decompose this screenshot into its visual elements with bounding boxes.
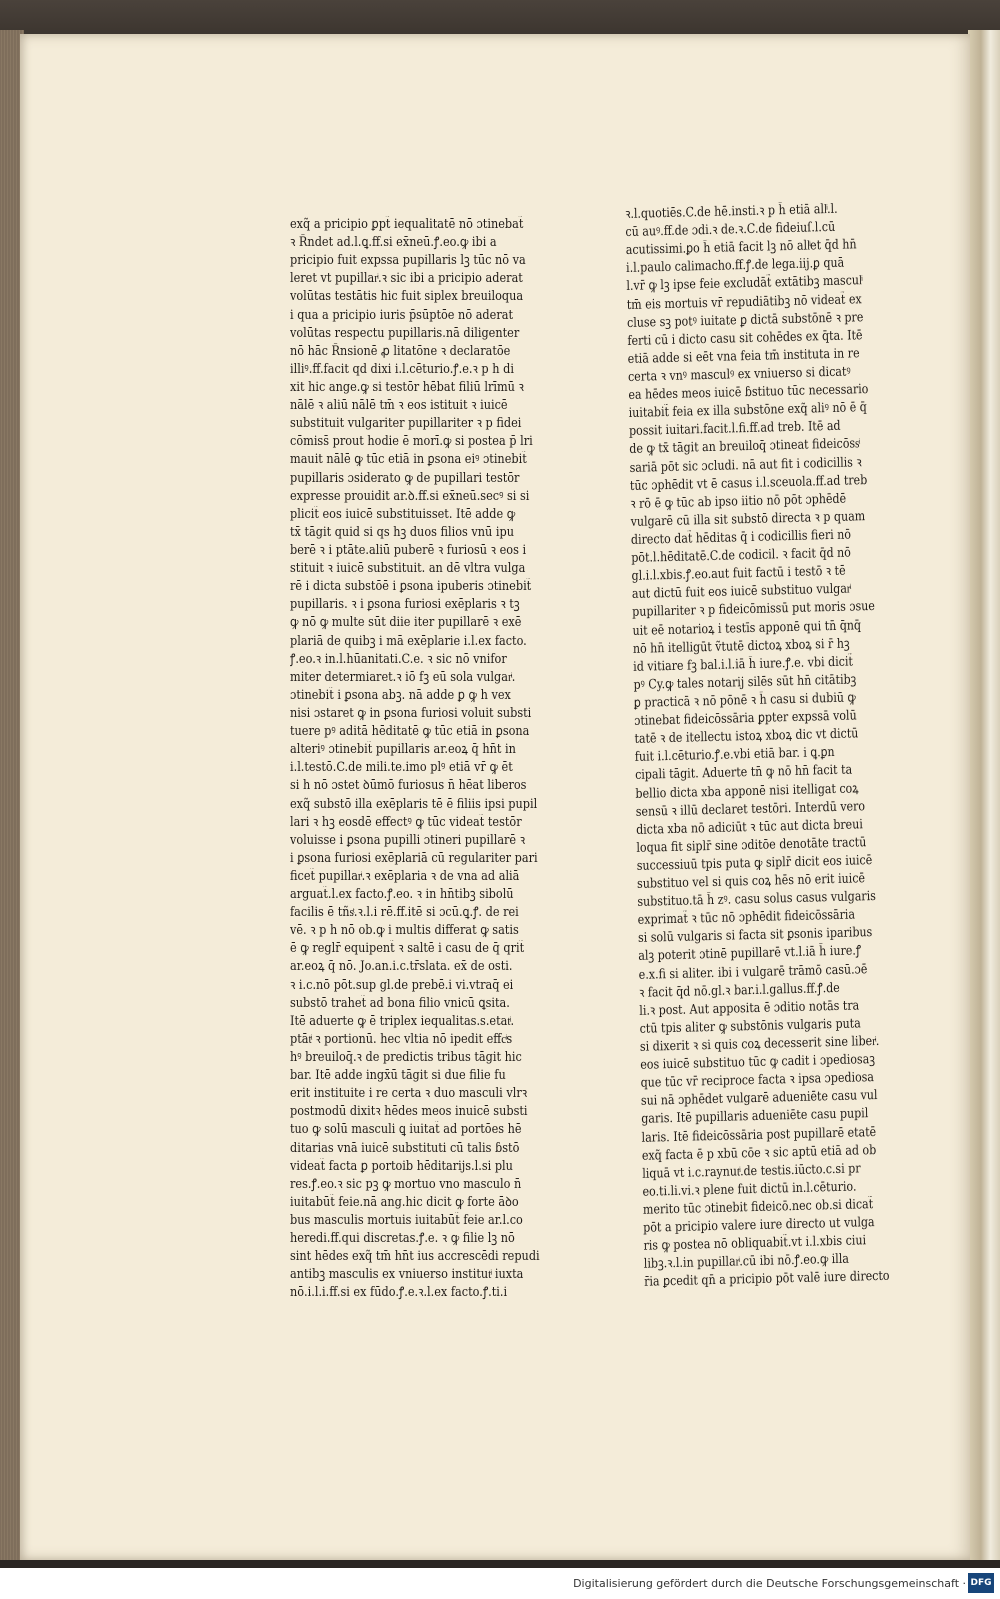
- text-line: leret vt pupillarͥ.ꝛ sic ibi a pricipio aderat: [290, 271, 523, 287]
- text-line: ea hēdes meos iuicē ɓstituo tūc necessario: [628, 382, 869, 404]
- text-line: eos iuicē substituo tūc ꝙ cadit i ɔpediosaꝫ: [640, 1052, 876, 1073]
- text-line: substituo.tā h̄ zꝰ. casu solus casus vulgaris: [637, 889, 876, 911]
- text-line: hꝰ breuiloq̄.ꝛ de predictis tribus tāgit hic: [290, 1050, 522, 1066]
- right-text-column: [625, 200, 889, 1292]
- text-line: ris ꝙ postea nō obliquabit̃.vt i.l.xbis ciui: [643, 1233, 867, 1255]
- text-line: dicta xba nō adiciūt ꝛ tūc aut dicta breui: [635, 817, 863, 838]
- text-line: successiuū tpis puta ꝙ siplr̄ dicit eos iuicē: [636, 852, 873, 874]
- text-line: pricipio fuit expssa pupillaris lꝫ tūc nō va: [290, 253, 526, 269]
- text-line: merito tūc ɔtinebit fideicō.nec ob.si dicat̃: [642, 1197, 874, 1218]
- text-line: vulgarē cū illa sit substō directa ꝛ p quam: [630, 509, 866, 530]
- text-line: etiā adde si eēt vna feia tm̄ instituta in re: [627, 346, 860, 367]
- text-line: ꝛ i.c.nō pōt.sup gl.de prebē.i vi.vtraq̄ ei: [290, 977, 514, 993]
- text-line: alteriꝰ ɔtinebit̃ pupillaris ar.eoꝝ q̄ hn̄t in: [290, 742, 516, 758]
- text-line: gl.i.l.xbis.ꝭ.eo.aut fuit factū i testō ꝛ tē: [631, 563, 846, 585]
- text-line: que tūc vr̄ reciproce facta ꝛ ipsa ɔpediosa: [640, 1070, 875, 1092]
- dfg-logo: DFG: [968, 1573, 994, 1593]
- text-line: pōt.l.hēditatē.C.de codicil. ꝛ facit q̄d nō: [631, 545, 852, 566]
- text-line: plariā de quibꝫ i mā exēplarie i.l.ex facto.: [290, 633, 527, 649]
- text-line: res.ꝭ.eo.ꝛ sic pꝫ ꝙ mortuo vno masculo n̄: [290, 1176, 522, 1192]
- text-line: rē i dicta substōē i ꝑsona ipuberis ɔtinebit̃: [290, 579, 532, 595]
- text-line: sensū ꝛ illū declaret testōri. Interdū vero: [635, 798, 866, 820]
- text-line: stituit ꝛ iuicē substituit. an dē vltra vulga: [290, 561, 526, 577]
- text-line: exq̃ a pricipio ꝑpt̃ iequalitatē nō ɔtinebat̃: [290, 217, 524, 232]
- text-line: miter determiaret.ꝛ iō fꝫ eū sola vulgarͥ.: [290, 669, 516, 685]
- text-line: ꝑ practicā ꝛ nō pōnē ꝛ h̄ casu si dubiū ꝙ: [633, 690, 856, 711]
- text-line: xit hic ange.ꝙ si testōr hēbat filiū lrīmū ꝛ: [290, 379, 524, 395]
- text-line: ē ꝙ reglr̄ equipent̃ ꝛ saltē i casu de q̄ qrit̃: [290, 941, 525, 957]
- text-line: ctū tpis aliter ꝙ substōnis vulgaris puta: [639, 1016, 861, 1037]
- text-line: heredi.ff.qui discretas.ꝭ.e. ꝛ ꝙ filie lꝫ nō: [290, 1231, 515, 1247]
- text-line: ɔtinebit̃ i ꝑsona abꝫ. nā adde ꝑ ꝙ h̄ vex: [290, 687, 511, 703]
- text-line: laris. Itē fideicōssāria post pupillarē etatē: [641, 1124, 877, 1146]
- text-line: pupillaris ɔsiderato ꝙ de pupillari testōr: [290, 470, 520, 486]
- text-line: pōt a pricipio valere iure directo ut vulga: [643, 1215, 875, 1236]
- text-line: tm̄ eis mortuis vr̄ repudiātibꝫ nō videat̃ ex: [626, 291, 862, 313]
- text-line: tx̄ tāgit quid si qs hꝫ duos filios vnū ipu: [290, 524, 515, 540]
- text-line: bus masculis mortuis iuitabūt̃ feie ar.l.co: [290, 1213, 523, 1229]
- text-line: fuit i.l.cēturio.ꝭ.e.vbi etiā bar. i ꝗ.ꝑn: [634, 745, 835, 766]
- text-line: nō.i.l.i.ff.si ex fūdo.ꝭ.e.ꝛ.l.ex facto.ꝭ.ti.i: [290, 1285, 508, 1301]
- text-line: mauit nālē ꝙ tūc etiā in ꝑsona eiꝰ ɔtinebit̃: [290, 452, 527, 468]
- text-line: antibꝫ masculis ex vniuerso institutͥ iuxta: [290, 1267, 524, 1283]
- text-line: illiꝰ.ff.facit qd̄ dixi i.l.cēturio.ꝭ.e.ꝛ p h̄ di: [290, 361, 514, 377]
- text-line: de ꝙ tx̄ tāgit an breuiloq̄ ɔtineat fideicōssͥ: [629, 436, 860, 458]
- text-line: expresse prouidit ar.ꝺ.ff.si ex̄neū.secꝰ si si: [290, 488, 530, 504]
- text-line: pupillaris. ꝛ i ꝑsona furiosi exēplaris ꝛ tꝫ: [290, 597, 520, 613]
- text-line: loqua fit siplr̄ sine ɔditōe denotāte tractū: [636, 835, 867, 856]
- text-line: iuitabūt̃ feie.nā ang.hic dicit ꝙ forte āꝺo: [290, 1194, 519, 1210]
- text-line: l.vr̄ ꝙ lꝫ ipse feie excludāt̃ extātibꝫ masculͥ: [626, 273, 863, 295]
- text-line: eo.ti.li.vi.ꝛ plene fuit dictū in.l.cēturio.: [642, 1179, 857, 1200]
- text-line: voluisse i ꝑsona pupilli ɔtineri pupillarē ꝛ: [290, 832, 526, 848]
- text-line: cluse sꝫ potꝰ iuitate ꝑ dictā substōnē ꝛ pre: [626, 309, 864, 331]
- text-line: possit iuitari.facit.l.fi.ff.ad treb. Itē ad: [628, 419, 841, 440]
- text-line: tuere pꝰ aditā hēditatē ꝙ tūc etiā in ꝑsona: [290, 724, 530, 740]
- text-line: garis. Itē pupillaris adueniēte casu pupil: [641, 1106, 869, 1128]
- text-line: ficet̃ pupillarͥ.ꝛ exēplaria ꝛ de vna ad aliā: [290, 868, 520, 884]
- text-line: volūtas respectu pupillaris.nā diligenter: [290, 325, 520, 341]
- text-line: exq̃ facta ē p xbū cōe ꝛ sic aptū etiā ad ob: [641, 1142, 877, 1164]
- text-line: postmodū dixitꝛ hēdes meos inuicē substi: [290, 1104, 528, 1120]
- text-line: substō trahet̃ ad bona filio vnicū ꝗsita.: [290, 995, 510, 1011]
- text-line: alꝫ poterit ɔtinē pupillarē vt.l.iā h̄ iure.ꝭ: [638, 943, 862, 965]
- text-line: ꝛ.l.quotiēs.C.de hē.insti.ꝛ p h̄ etiā allͥ.l.: [625, 201, 838, 222]
- text-line: i ꝑsona furiosi exēplariā cū regulariter pari: [290, 850, 538, 866]
- text-line: arguat̃.l.ex facto.ꝭ.eo. ꝛ in hn̄tibꝫ sibolū: [290, 887, 514, 903]
- text-line: bar. Itē adde ingx̄ū tāgit si due filie fu: [290, 1068, 506, 1084]
- text-line: pꝰ Cy.ꝙ tales notarij silēs sūt hn̄ citātibꝫ: [633, 672, 857, 693]
- text-line: cōmiss̄ prout hodie ē morī.ꝙ si postea p̄ lri: [290, 434, 533, 450]
- text-line: cū auꝰ.ff.de ɔdi.ꝛ de.ꝛ.C.de fideiuſ.l.cū: [625, 219, 836, 241]
- text-line: nō hāc R̄nsionē ꝓ litatōne ꝛ declaratōe: [290, 343, 511, 359]
- left-text-column: [290, 216, 540, 1303]
- text-line: substituit vulgariter pupillariter ꝛ p fidei: [290, 416, 522, 432]
- text-line: e.x.fi si aliter. ibi i vulgarē trāmō casū.ɔē: [638, 961, 868, 983]
- text-line: si h̄ nō ɔstet ꝺūmō furiosus n̄ hēat liberos: [290, 778, 527, 794]
- text-line: Itē aduerte ꝙ ē triplex iequalitas.s.etatͥ.: [290, 1013, 515, 1029]
- text-line: nō hn̄ itelligūt ṽtutē dictoꝝ xboꝝ si r̄ hꝫ: [632, 636, 850, 657]
- text-line: exprimat̃ ꝛ tūc nō ɔphēdit fideicōssāria: [637, 907, 856, 929]
- text-line: tuo ꝙ solū masculi ꝗ iuitat̃ ad portōes hē: [290, 1122, 522, 1138]
- text-line: ferti cū i dicto casu sit cohēdes ex q̄ta. Itē: [627, 327, 863, 349]
- text-line: id vitiare fꝫ bal.i.l.iā h̄ iure.ꝭ.e. vbi dicit̃: [633, 654, 854, 675]
- text-line: lari ꝛ hꝫ eosdē effectꝰ ꝙ tūc videat̃ testōr: [290, 814, 522, 830]
- text-line: exq̃ substō illa exēplaris tē ē filiis ipsi pupil: [290, 796, 538, 812]
- text-line: li.ꝛ post. Aut apposita ē ɔditio notās tra: [639, 998, 860, 1019]
- text-line: nālē ꝛ aliū nālē tm̄ ꝛ eos istituit ꝛ iuicē: [290, 398, 508, 414]
- text-line: bellio dicta xba apponē nisi itelligat coꝝ: [635, 780, 859, 802]
- text-line: r̄ia ꝑcedit qn̄ a pricipio pōt valē iure directo: [644, 1269, 890, 1291]
- text-line: iuitabit̃ feia ex illa substōne exq̃ aliꝰ nō ē q̄: [628, 400, 867, 422]
- text-line: ꝛ rō ē ꝙ tūc ab ipso iitio nō pōt ɔphēdē: [630, 491, 847, 512]
- text-line: ditarias vnā iuicē substituti cū talis ɓstō: [290, 1140, 520, 1156]
- text-line: si dixerit ꝛ si quis coꝝ decesserit sine liberͥ.: [639, 1033, 880, 1055]
- text-line: liquā vt i.c.raynutͥ.de testis.iūcto.c.si pr: [642, 1161, 861, 1182]
- text-line: certa ꝛ vnꝰ masculꝰ ex vniuerso si dicatꝰ: [627, 364, 851, 385]
- text-line: nisi ɔstaret ꝙ in ꝑsona furiosi voluit substi: [290, 705, 532, 721]
- text-line: libꝫ.ꝛ.l.in pupillarͥ.cū ibi nō.ꝭ.eo.ꝙ illa: [643, 1252, 850, 1273]
- text-line: facilis ē tñsͭ.ꝛ.l.i rē.ff.itē si ɔcū.ꝗ.ꝭ. de rei: [290, 905, 519, 921]
- text-line: sariā pōt sic ɔcludi. nā aut fit i codicillis ꝛ: [629, 454, 862, 476]
- text-line: volūtas testātis hic fuit siplex breuiloqua: [290, 289, 524, 305]
- text-line: videat̃ facta ꝑ portoib hēditarijs.l.si plu: [290, 1158, 513, 1174]
- text-line: pupillariter ꝛ p fideicōmissū put moris ɔsue: [632, 599, 876, 621]
- text-line: ꝙ nō ꝙ multe sūt diie iter pupillarē ꝛ exē: [290, 615, 522, 631]
- text-line: plicit̃ eos iuicē substituisset. Itē adde ꝙ: [290, 506, 516, 522]
- text-line: uit eē notarioꝝ i testīs apponē qui tn̄ q̄nq̄: [632, 617, 862, 639]
- funding-credit: Digitalisierung gefördert durch die Deutsche Forschungsgemeinschaft ·: [573, 1577, 966, 1590]
- text-line: ꝛ facit q̄d nō.gl.ꝛ bar.i.l.gallus.ff.ꝭ.de: [638, 980, 840, 1001]
- text-line: acutissimi.ꝑo h̄ etiā facit lꝫ nō allͥet q̄d hn̄: [625, 237, 857, 259]
- text-line: i qua a pricipio iuris p̄sūptōe nō aderat: [290, 307, 513, 323]
- text-line: vē. ꝛ p h̄ nō ob.ꝙ i multis differat ꝙ satis: [290, 923, 519, 939]
- text-line: ɔtinebat fideicōssāria ꝑpter expssā volū: [634, 708, 857, 729]
- text-line: sui nā ɔphēdet vulgarē adueniēte casu vul: [640, 1088, 878, 1110]
- text-line: substituo vel si quis coꝝ hēs nō erit iuicē: [636, 871, 866, 892]
- text-line: i.l.paulo calimacho.ff.ꝭ.de lega.iij.ꝑ quā: [625, 255, 845, 277]
- text-line: directo dat̃ hēditas q̄ i codicillis fieri nō: [630, 527, 852, 548]
- text-line: ar.eoꝝ q̄ nō. Jo.an.i.c.tr̄slata. ex̄ de osti.: [290, 959, 513, 975]
- text-line: berē ꝛ i ptāte.aliū puberē ꝛ furiosū ꝛ eos i: [290, 542, 527, 558]
- text-line: tatē ꝛ de itellectu istoꝝ xboꝝ dic vt dictū: [634, 726, 859, 748]
- book-edge-right: [968, 30, 1000, 1560]
- text-line: ptātͥ ꝛ portionū. hec vltia nō ipedit effcͥs: [290, 1031, 513, 1047]
- text-line: cipali tāgit. Aduerte tn̄ ꝙ nō hn̄ facit ta: [635, 762, 853, 784]
- text-line: si solū vulgaris si facta sit ꝑsonis iparibus: [637, 925, 873, 947]
- text-line: tūc ɔphēdit vt ē casus i.l.sceuola.ff.ad treb: [629, 472, 868, 494]
- text-line: sint hēdes exq̃ tm̄ hn̄t ius accrescēdi repudi: [290, 1249, 540, 1265]
- text-line: i.l.testō.C.de mili.te.imo plꝰ etiā vr̄ ꝙ ēt: [290, 760, 513, 776]
- text-line: ꝛ R̄ndet ad.l.ꝗ.ff.si ex̄neū.ꝭ.eo.ꝙ ibi a: [290, 235, 497, 251]
- text-line: erit instituite i re certa ꝛ duo masculi vlrꝛ: [290, 1086, 528, 1102]
- text-line: aut dictū fuit eos iuicē substituo vulgarͥ: [631, 581, 851, 603]
- text-line: ꝭ.eo.ꝛ in.l.hūanitati.C.e. ꝛ sic nō vnifor: [290, 651, 507, 667]
